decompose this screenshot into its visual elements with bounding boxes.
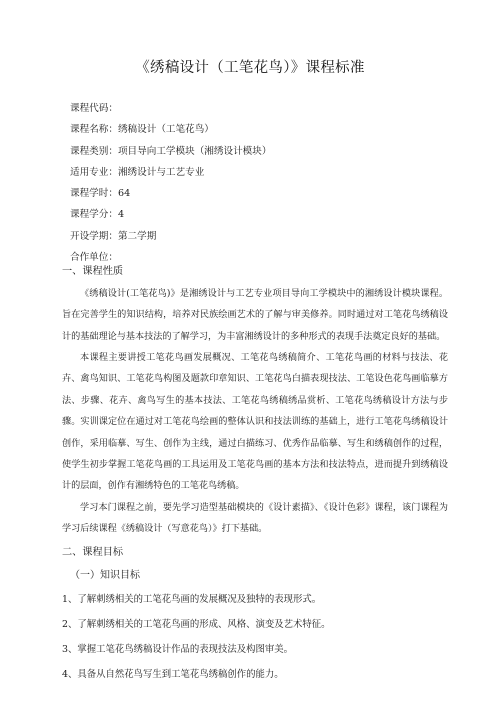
meta-credits: 课程学分：4	[70, 209, 125, 221]
meta-partner: 合作单位：	[70, 252, 118, 264]
section-heading-goals: 二、课程目标	[62, 547, 124, 558]
goal-item: 3、掌握工笔花鸟绣稿设计作品的表现技法及构图审美。	[62, 644, 293, 655]
meta-course-name: 课程名称：绣稿设计（工笔花鸟）	[70, 124, 214, 136]
document-title: 《绣稿设计（工笔花鸟）》课程标准	[135, 60, 365, 76]
paragraph-course-nature: 《绣稿设计(工笔花鸟)》是湘绣设计与工艺专业项目导向工学模块中的湘绣设计模块课程。旨在完善学生的知识结构，培养对民族绘画艺术的了解与审美修养。同时通过对工笔花鸟绣稿设计的基础理论与基本技法的了解学习，为丰富湘绣设计的多种形式的表现手法奠定良好的基础。	[62, 289, 448, 342]
goal-item: 2、了解刺绣相关的工笔花鸟画的形成、风格、演变及艺术特征。	[62, 619, 331, 630]
paragraph-prerequisites: 学习本门课程之前，要先学习造型基础模块的《设计素描》、《设计色彩》课程，该门课程为学习后续课程《绣稿设计（写意花鸟）》打下基础。	[62, 503, 448, 535]
course-meta	[70, 98, 450, 268]
goal-item: 1、了解刺绣相关的工笔花鸟画的发展概况及独特的表现形式。	[62, 594, 322, 605]
meta-major: 适用专业：湘绣设计与工艺专业	[70, 166, 205, 178]
meta-course-code: 课程代码：	[70, 103, 118, 114]
section-heading-nature: 一、课程性质	[62, 266, 124, 277]
goal-item: 4、具备从自然花鸟写生到工笔花鸟绣稿创作的能力。	[62, 669, 284, 680]
meta-hours: 课程学时：64	[70, 188, 131, 200]
meta-course-category: 课程类别：项目导向工学模块（湘绣设计模块）	[70, 145, 272, 157]
subsection-heading-knowledge: （一）知识目标	[70, 570, 140, 581]
meta-semester: 开设学期：第二学期	[70, 230, 157, 242]
paragraph-course-content: 本课程主要讲授工笔花鸟画发展概况、工笔花鸟绣稿简介、工笔花鸟画的材料与技法、花卉、禽鸟知识、工笔花鸟构图及题款印章知识、工笔花鸟白描表现技法、工笔设色花鸟画临摹方法、步骤、花卉、禽鸟写生的基本技法、工笔花鸟绣稿绣品赏析、工笔花鸟绣稿设计方法与步骤。实训课定位在通过对工笔花鸟绘画的整体认识和技法训练的基础上，进行工笔花鸟绣稿设计创作，采用临摹、写生、创作为主线，通过白描练习、优秀作品临摹、写生和绣稿创作的过程，使学生初步掌握工笔花鸟画的工具运用及工笔花鸟画的基本方法和技法特点，进而提升到绣稿设计的层面，创作有湘绣特色的工笔花鸟绣稿。	[62, 353, 448, 492]
